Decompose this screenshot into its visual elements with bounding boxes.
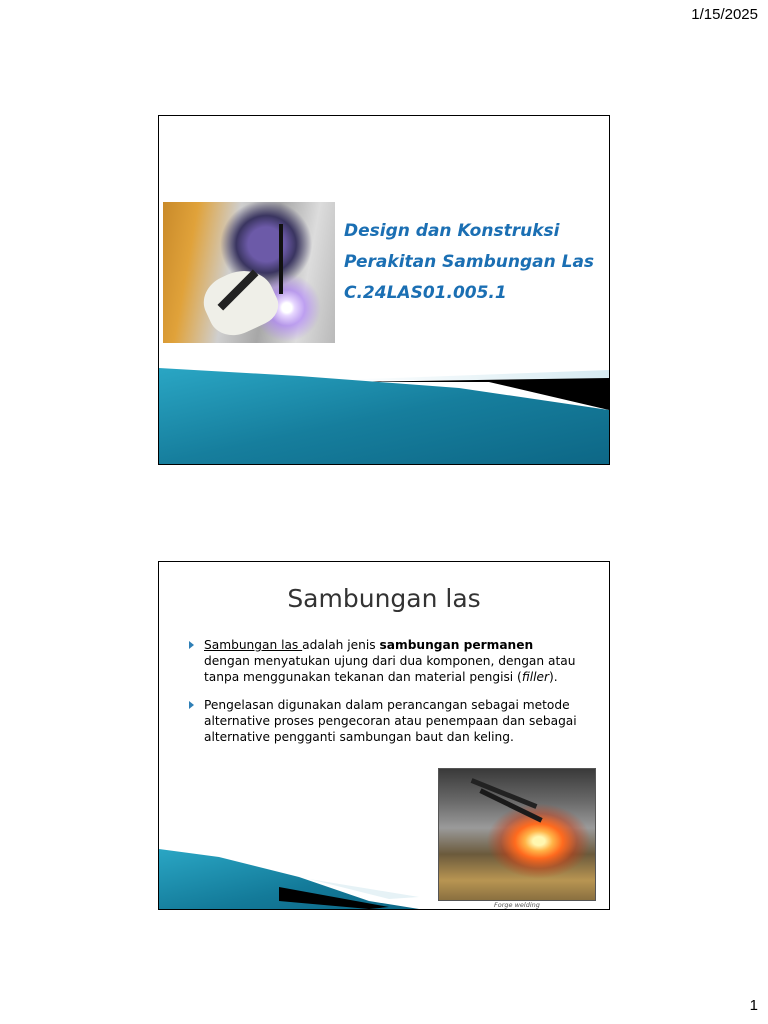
bullet-1-bold: sambungan permanen [379,638,534,652]
bullet-1-text-b: dengan menyatukan ujung dari dua komponen, dengan atau tanpa menggunakan tekanan dan material pengisi ( [204,654,576,684]
bullet-2-text: Pengelasan digunakan dalam perancangan sebagai metode alternative proses pengecoran atau penempaan dan sebagai alternative pengganti sambungan baut dan keling. [204,698,577,744]
bullet-arrow-icon [189,701,194,709]
list-item [189,637,581,685]
image-caption: Forge welding [494,901,540,909]
page-number: 1 [749,997,758,1014]
bullet-1-text-a: adalah jenis [302,638,380,652]
slide-1-title [344,216,604,309]
slide-2-title: Sambungan las [287,584,481,613]
bullet-list [189,637,581,757]
torch-shape [279,224,283,294]
slide-1-decorative-band [159,368,609,464]
bullet-1-term: Sambungan las [204,638,303,652]
slide-2 [158,561,610,910]
forge-welding-photo [438,768,596,901]
glove-shape [196,260,285,344]
slide-1-title-line-1: Design dan Konstruksi [344,221,560,241]
bullet-arrow-icon [189,641,194,649]
bullet-1-italic: filler [521,670,549,684]
welding-photo [163,202,335,343]
list-item [189,697,581,745]
slide-1 [158,115,610,465]
slide-1-title-line-2: Perakitan Sambungan Las [344,252,595,272]
bullet-1-text-c: ). [548,670,558,684]
slide-1-title-line-3: C.24LAS01.005.1 [344,283,507,303]
page-date: 1/15/2025 [691,6,758,23]
